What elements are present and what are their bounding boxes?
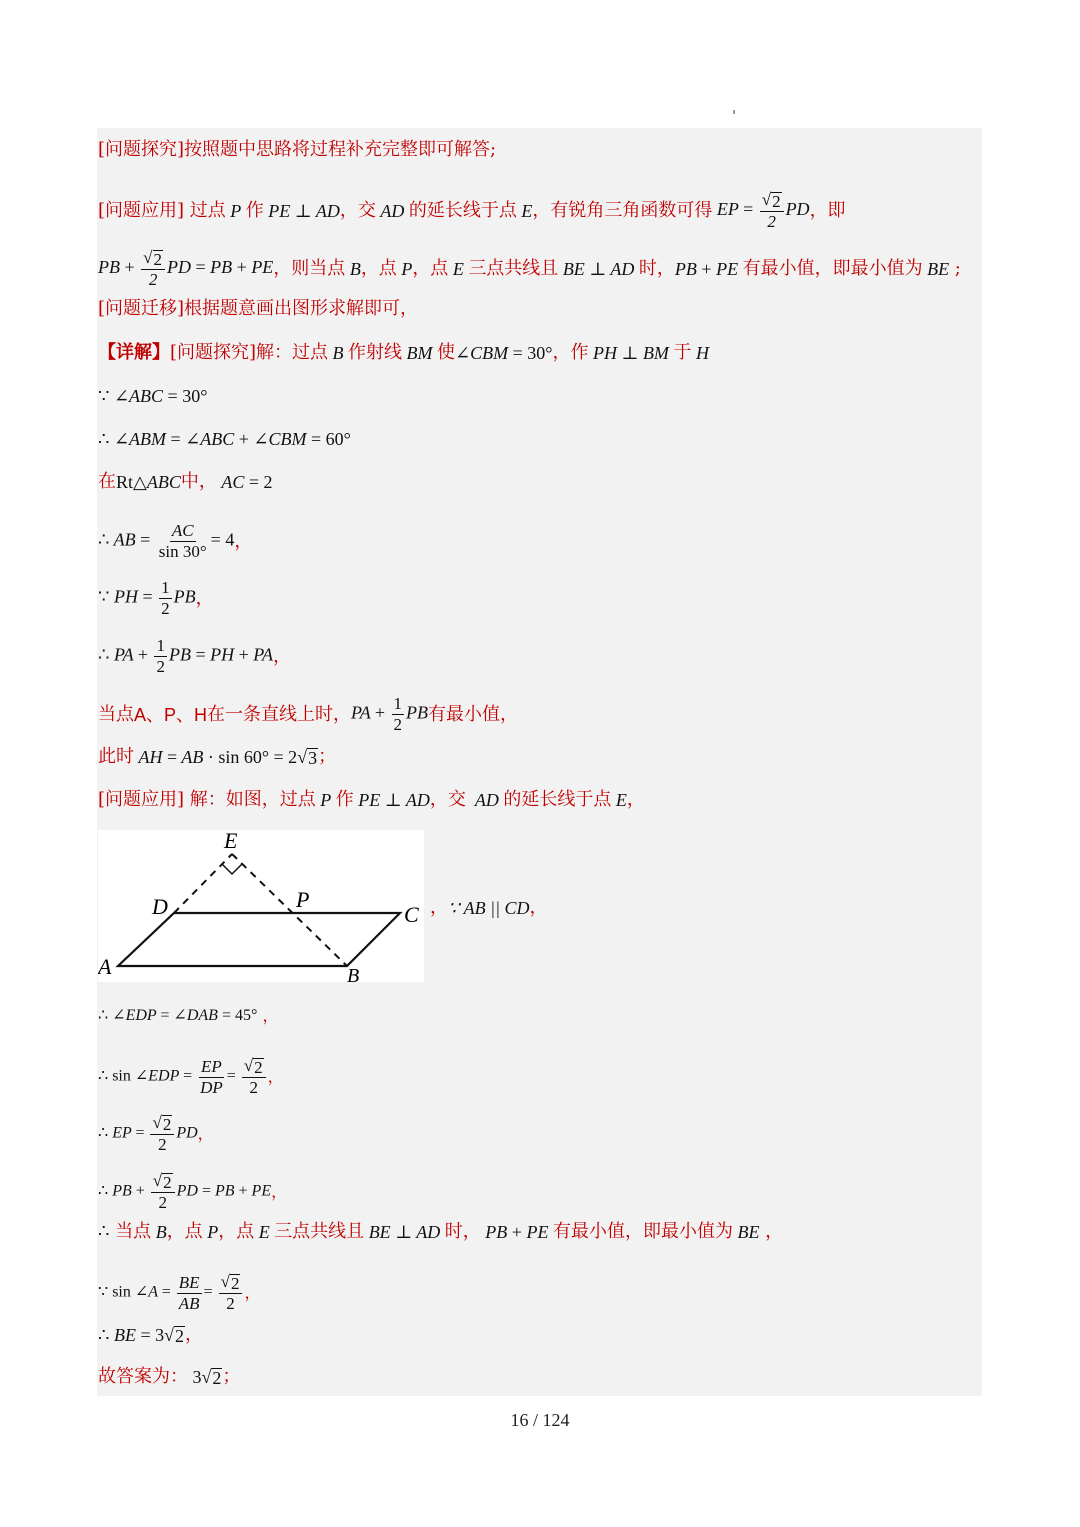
text-line-13: 此时 AH = AB · sin 60° = 2 √ 3 ；: [98, 746, 337, 768]
text-segment: 在: [98, 471, 116, 492]
text-segment: ，有锐角三角函数可得: [532, 200, 713, 221]
text-segment: 此时: [98, 746, 134, 767]
text-line-9: ∴ AB = $\frac{AC}{\sin 30^\circ}$ = 4 ，: [98, 521, 253, 561]
text-segment: A、P、H: [134, 704, 208, 725]
text-line-12: 当点 A、P、H 在一条直线上时， PA + $\frac{1}{2}$ PB 有最小值，: [98, 694, 519, 734]
text-line-10: ∵ PH = $\frac{1}{2}$ PB ，: [98, 578, 214, 618]
text-segment: 有最小值，即最小值为: [742, 258, 923, 279]
text-segment: ，点: [412, 258, 449, 279]
label-E: E: [224, 830, 238, 853]
text-line-3: PB + √ 2 2 PD = PB + PE ，则当点 B ，点 P ，点 E 三点共线且 BE ⊥ AD 时， PB + PE 有最小值，即最小值为 BE ;: [98, 248, 961, 289]
text-segment: 使: [437, 342, 456, 363]
text-line-21: ∴ BE = 3 √ 2 ，: [98, 1324, 203, 1346]
text-segment: 有最小值，: [428, 703, 519, 725]
text-segment: 时，: [638, 258, 675, 279]
text-segment: ，交: [429, 789, 466, 810]
answer-label: 故答案为：: [98, 1366, 188, 1387]
text-line-16: ∴ sin ∠EDP = $\frac{EP}{DP}$ = √ 2 2 ，: [98, 1056, 284, 1097]
text-line-4: [98, 298, 418, 320]
text-segment: 于: [673, 342, 692, 363]
label-A: A: [98, 954, 112, 979]
text-segment: 三点共线且: [468, 258, 559, 279]
text-segment: ，交: [339, 200, 376, 221]
text-segment: ，点: [166, 1221, 203, 1242]
geometry-figure: [98, 830, 424, 982]
text-line-20: ∵ sin ∠A = $\frac{BE}{AB}$ = √ 2 2 ，: [98, 1272, 261, 1313]
problem-transfer-hint: [问题迁移]根据题意画出图形求解即可，: [98, 298, 419, 319]
label-B: B: [347, 965, 360, 982]
text-line-2: [问题应用] 过点 P 作 PE ⊥ AD ，交 AD 的延长线于点 E ，有锐角三角函数可得 EP = √ 2 2 PD ，即: [98, 190, 846, 231]
sqrt2-over-2: √ 2 2: [760, 190, 784, 232]
text-segment: ，则当点: [273, 258, 346, 279]
text-segment: [问题探究]解：过点: [170, 342, 329, 363]
text-line-5: 【详解】 [问题探究]解：过点 B 作射线 BM 使 ∠CBM = 30° ，作 PH ⊥ BM 于 H: [98, 342, 709, 363]
label-D: D: [152, 894, 168, 919]
text-line-22: 故答案为： 3 √ 2 ；: [98, 1366, 241, 1388]
label-C: C: [404, 902, 419, 927]
text-segment: ，点: [360, 258, 397, 279]
text-segment: 时，: [444, 1221, 481, 1242]
text-segment: ，作: [552, 342, 589, 363]
sqrt2-over-2: √ 2 2: [141, 248, 165, 290]
text-line-18: ∴ PB + √ 2 2 PD = PB + PE ，: [98, 1171, 288, 1212]
text-segment: 的延长线于点: [503, 789, 612, 810]
text-segment: 当点: [115, 1221, 152, 1242]
figure-caption: ， ∵ AB || CD ，: [430, 897, 548, 918]
scan-mark: [733, 110, 735, 114]
text-segment: 作: [245, 200, 264, 221]
text-segment: 三点共线且: [274, 1221, 365, 1242]
text-line-11: ∴ PA + $\frac{1}{2}$ PB = PH + PA ，: [98, 636, 291, 676]
text-segment: 有最小值，即最小值为: [552, 1221, 733, 1242]
problem-explore-hint: [问题探究]按照题中思路将过程补充完整即可解答;: [98, 139, 497, 160]
text-segment: 在一条直线上时，: [207, 703, 352, 725]
label-P: P: [296, 887, 310, 912]
text-line-15: ∴ ∠EDP = ∠DAB = 45° ，: [98, 1006, 279, 1025]
text-segment: [问题应用] 解：如图，过点: [98, 789, 316, 810]
text-segment: 作: [335, 789, 354, 810]
text-segment: 作射线: [348, 342, 403, 363]
text-segment: ，点: [218, 1221, 255, 1242]
detail-heading: 【详解】: [98, 342, 170, 363]
parallelogram-diagram: [98, 830, 424, 982]
text-segment: 当点: [98, 703, 134, 725]
text-line-8: 在 Rt△ABC 中， AC = 2: [98, 471, 273, 492]
text-line-17: ∴ EP = √ 2 2 PD ，: [98, 1113, 214, 1154]
text-line-14: [问题应用] 解：如图，过点 P 作 PE ⊥ AD ，交 AD 的延长线于点 E ，: [98, 789, 645, 810]
text-segment: [问题应用] 过点: [98, 200, 226, 221]
text-line-19: ∴ 当点 B ，点 P ，点 E 三点共线且 BE ⊥ AD 时， PB + PE 有最小值，即最小值为 BE ，: [98, 1221, 784, 1242]
text-line-1: [98, 139, 496, 161]
parallel-statement: ∵ AB || CD: [448, 898, 530, 918]
text-line-7: ∴ ∠ABM = ∠ABC + ∠CBM = 60°: [98, 429, 351, 449]
text-line-6: ∵ ∠ABC = 30°: [98, 386, 208, 406]
page-number: 16 / 124: [510, 1410, 570, 1430]
text-segment: ，即: [809, 200, 846, 221]
text-segment: 中，: [180, 471, 217, 492]
text-segment: 的延长线于点: [408, 200, 517, 221]
